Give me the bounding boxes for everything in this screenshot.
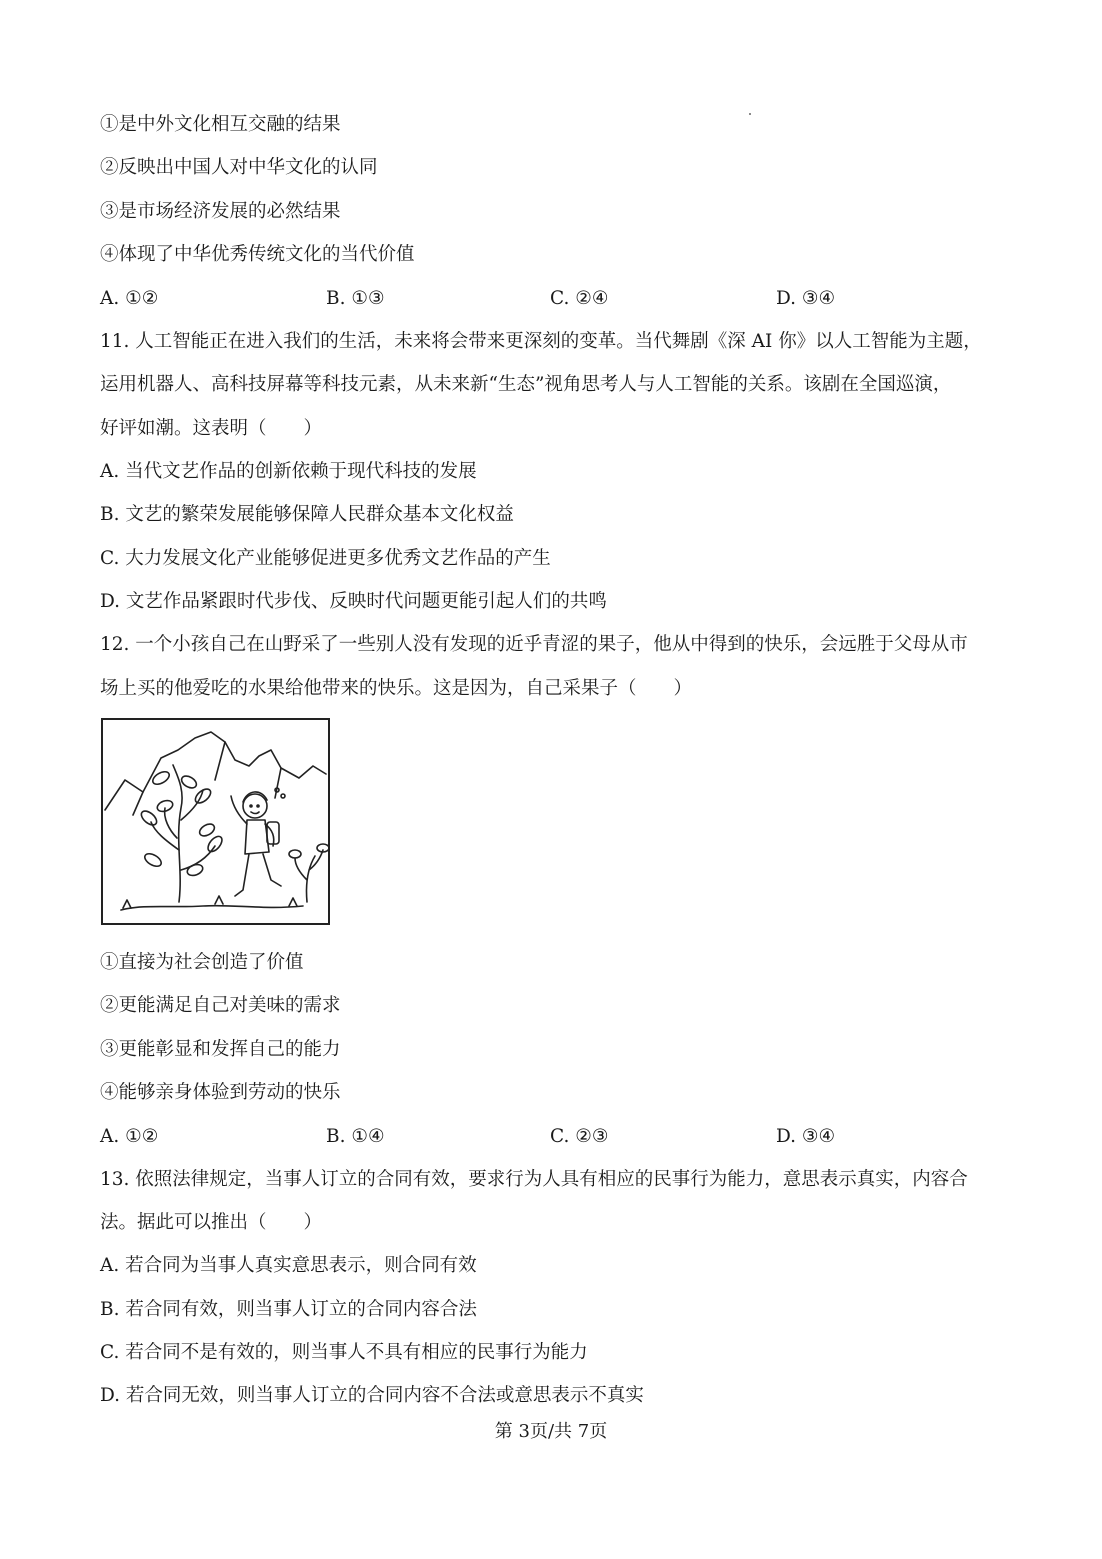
q12-option-d: D. ③④ xyxy=(776,1126,836,1147)
boy-head xyxy=(243,794,267,818)
q10-options xyxy=(100,287,1010,311)
mountain-ridge xyxy=(133,742,281,815)
q12-statement-1: ①直接为社会创造了价值 xyxy=(100,952,304,973)
ground-line xyxy=(121,906,303,910)
q10-statement-1: ①是中外文化相互交融的结果 xyxy=(100,114,341,135)
q10-statement-3: ③是市场经济发展的必然结果 xyxy=(100,201,341,222)
q10-option-b: B. ①③ xyxy=(326,288,385,309)
q13-choice-b: B. 若合同有效，则当事人订立的合同内容合法 xyxy=(100,1299,477,1320)
q10-option-a: A. ①② xyxy=(100,288,159,309)
q12-statement-3: ③更能彰显和发挥自己的能力 xyxy=(100,1039,341,1060)
q11-choice-d: D. 文艺作品紧跟时代步伐、反映时代问题更能引起人们的共鸣 xyxy=(100,591,607,612)
q11-choice-c: C. 大力发展文化产业能够促进更多优秀文艺作品的产生 xyxy=(100,548,551,569)
q12-statement-2: ②更能满足自己对美味的需求 xyxy=(100,995,341,1016)
q11-stem-line-3: 好评如潮。这表明（ ） xyxy=(100,418,323,439)
q10-option-c: C. ②④ xyxy=(550,288,609,309)
q13-stem-line-1: 13. 依照法律规定，当事人订立的合同有效，要求行为人具有相应的民事行为能力，意思表示真实，内容合 xyxy=(100,1169,968,1190)
page-number: 第 3页/共 7页 xyxy=(494,1421,608,1442)
q13-choice-a: A. 若合同为当事人真实意思表示，则合同有效 xyxy=(100,1255,477,1276)
q12-stem-line-1: 12. 一个小孩自己在山野采了一些别人没有发现的近乎青涩的果子，他从中得到的快乐，会远胜于父母从市 xyxy=(100,634,968,655)
q13-choice-c: C. 若合同不是有效的，则当事人不具有相应的民事行为能力 xyxy=(100,1342,588,1363)
q11-choice-a: A. 当代文艺作品的创新依赖于现代科技的发展 xyxy=(100,461,477,482)
q11-stem-line-1: 11. 人工智能正在进入我们的生活，未来将会带来更深刻的变革。当代舞剧《深 AI 你》以人工智能为主题， xyxy=(100,331,982,352)
q12-option-b: B. ①④ xyxy=(326,1126,385,1147)
q13-stem-line-2: 法。据此可以推出（ ） xyxy=(100,1212,323,1233)
illustration-drawing xyxy=(103,720,328,923)
q12-statement-4: ④能够亲身体验到劳动的快乐 xyxy=(100,1082,341,1103)
q10-statement-2: ②反映出中国人对中华文化的认同 xyxy=(100,157,378,178)
q11-stem-line-2: 运用机器人、高科技屏幕等科技元素，从未来新“生态”视角思考人与人工智能的关系。该剧在全国巡演， xyxy=(100,374,952,395)
q10-statement-4: ④体现了中华优秀传统文化的当代价值 xyxy=(100,244,415,265)
mountain-outline xyxy=(105,732,326,810)
boy-legs xyxy=(235,854,281,896)
q12-stem-line-2: 场上买的他爱吃的水果给他带来的快乐。这是因为，自己采果子（ ） xyxy=(100,678,693,699)
q12-option-c: C. ②③ xyxy=(550,1126,609,1147)
q12-options xyxy=(100,1125,1010,1149)
q11-choice-b: B. 文艺的繁荣发展能够保障人民群众基本文化权益 xyxy=(100,504,514,525)
boy-picking-fruit-illustration xyxy=(101,718,330,925)
q10-option-d: D. ③④ xyxy=(776,288,836,309)
plant-stem xyxy=(173,765,182,902)
small-plant xyxy=(295,850,323,902)
q13-choice-d: D. 若合同无效，则当事人订立的合同内容不合法或意思表示不真实 xyxy=(100,1385,644,1406)
q12-option-a: A. ①② xyxy=(100,1126,159,1147)
